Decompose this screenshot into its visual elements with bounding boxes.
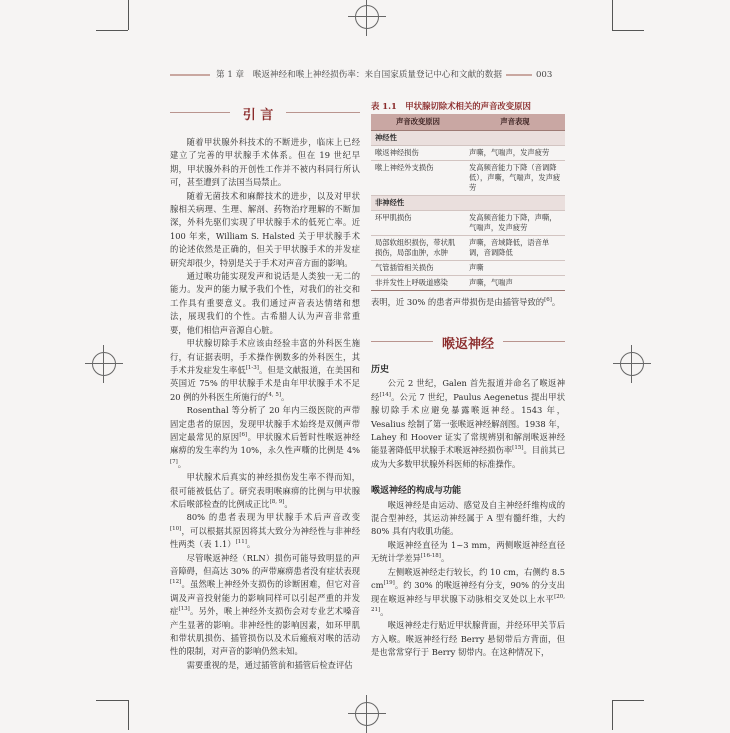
section-rule xyxy=(503,341,565,342)
intro-heading: 引 言 xyxy=(242,108,274,123)
paragraph: 通过喉功能实现发声和说话是人类独一无二的能力。发声的能力赋予我们个性，对我们的社交和工作具有重要意义。我们通过声音表达情绪和想法，展现我们的个性。古希腊人认为声音非常重要，他们相信声音源自心脏。 xyxy=(170,271,360,335)
citation: [6] xyxy=(544,297,552,304)
section-rule xyxy=(371,341,433,342)
crop-mark xyxy=(128,700,129,730)
citation: [6] xyxy=(239,432,248,439)
registration-mark-icon xyxy=(620,352,644,376)
paragraph: 随着甲状腺外科技术的不断进步，临床上已经建立了完善的甲状腺手术体系。但在 19 世纪早期，甲状腺外科的开创性工作并不被内科同行所认可，甚至遭到了法国当局禁止。 xyxy=(170,137,360,188)
citation: [20, 21] xyxy=(371,593,565,614)
paragraph: 左侧喉返神经走行较长，约 10 cm，右侧约 8.5 cm[19]。约 30% 的喉返神经有分支，90% 的分支出现在喉返神经与甲状腺下动脉相交叉处以上水平[20, 21]。 xyxy=(371,566,565,617)
crop-mark xyxy=(612,700,613,730)
paragraph: 喉返神经走行贴近甲状腺背面，并经环甲关节后方入喉。喉返神经行经 Berry 悬韧带后方背面，但是也常常穿行于 Berry 韧带内。在这种情况下， xyxy=(371,620,565,658)
citation: [10] xyxy=(170,526,182,533)
citation: [4, 5] xyxy=(266,391,281,398)
crop-mark xyxy=(612,700,644,701)
table-row: 气管插管相关损伤 声嘶 xyxy=(371,261,565,276)
citation: [1-3] xyxy=(245,365,259,372)
paragraph: 甲状腺切除手术应该由经验丰富的外科医生施行，有证据表明，手术操作例数多的外科医生，其手术并发症发生率低[1-3]。但是文献报道，在美国和英国近 75% 的甲状腺手术是由年甲状腺手术不足 20 例的外科医生所施行的[4, 5]。 xyxy=(170,338,360,402)
citation: [7] xyxy=(170,458,178,465)
section-rule xyxy=(286,112,360,113)
history-heading: 历史 xyxy=(371,365,390,375)
citation: [15] xyxy=(512,445,524,452)
left-column-text xyxy=(170,136,360,672)
header-rule xyxy=(170,74,210,76)
registration-mark-icon xyxy=(355,5,379,29)
crop-mark xyxy=(96,700,128,701)
citation: [19] xyxy=(383,580,395,587)
registration-mark-icon xyxy=(355,702,379,726)
paragraph: 随着无菌技术和麻醉技术的进步，以及对甲状腺相关病理、生理、解剖、药物治疗理解的不断加深，外科先驱们实现了甲状腺手术的低死亡率。近 100 年来，William S. Halsted 关于甲状腺手术的论述依然是正确的，但关于甲状腺手术的并发症研究却很少，特别是关于手术对声音方面的影响。 xyxy=(170,190,360,268)
citation: [11] xyxy=(235,539,247,546)
table-row: 喉返神经损伤 声嘶，气喘声，发声疲劳 xyxy=(371,146,565,161)
voice-change-table xyxy=(371,114,565,291)
running-header xyxy=(170,68,570,82)
paragraph: 喉返神经是由运动、感觉及自主神经纤维构成的混合型神经，其运动神经属于 A 型有髓纤维，大约 80% 具有内收肌功能。 xyxy=(371,499,565,537)
paragraph: Rosenthal 等分析了 20 年内三级医院的声带固定患者的原因，发现甲状腺手术始终是双侧声带固定最常见的原因[6]。甲状腺术后暂时性喉返神经麻痹的发生率约为 10%，永久性声嘶的比例是 4%[7]。 xyxy=(170,405,360,469)
crop-mark xyxy=(612,0,613,30)
right-column-text xyxy=(371,360,565,660)
citation: [8, 9] xyxy=(269,499,285,506)
citation: [13] xyxy=(178,606,190,613)
paragraph: 80% 的患者表现为甲状腺手术后声音改变[10]，可以根据其原因将其大致分为神经性与非神经性两类（表 1.1）[11]。 xyxy=(170,512,360,550)
function-heading: 喉返神经的构成与功能 xyxy=(371,486,462,497)
section-rule xyxy=(170,112,230,113)
table-caption: 表 1.1 甲状腺切除术相关的声音改变原因 xyxy=(371,101,531,111)
chapter-number: 第 1 章 xyxy=(216,70,245,80)
rln-heading: 喉返神经 xyxy=(441,337,494,352)
table-row: 喉上神经外支损伤 发高频音能力下降（音调降低），声嘶，气喘声，发声疲劳 xyxy=(371,161,565,196)
header-rule xyxy=(506,74,532,76)
paragraph: 尽管喉返神经（RLN）损伤可能导致明显的声音障碍，但高达 30% 的声带麻痹患者没有症状表现[12]。虽然喉上神经外支损伤的诊断困难，但它对音调及声音投射能力的影响同样可以引起严重的并发症[13]。另外，喉上神经外支损伤会对专业艺术嗓音产生显著的影响。非神经性的影响因素，如环甲肌和带状肌损伤、插管损伤以及术后瘢痕对喉的活动性的限制，对声音的影响仍然未知。 xyxy=(170,552,360,657)
table-category-row: 非神经性 xyxy=(371,196,565,211)
paragraph: 公元 2 世纪，Galen 首先报道并命名了喉返神经[14]。公元 7 世纪，Paulus Aegenetus 提出甲状腺切除手术应避免暴露喉返神经。1543 年，Vesalius 绘制了第一张喉返神经解剖图。1938 年，Lahey 和 Hoover 证实了常规辨别和解剖喉返神经能显著降低甲状腺手术喉返神经损伤率[15]。目前其已成为大多数甲状腺外科医师的标准操作。 xyxy=(371,378,565,469)
chapter-title: 喉返神经和喉上神经损伤率：来自国家质量登记中心和文献的数据 xyxy=(252,70,502,80)
crop-mark xyxy=(128,0,129,30)
table-row: 环甲肌损伤 发高频音能力下降，声嘶，气喘声，发声疲劳 xyxy=(371,211,565,236)
citation: [12] xyxy=(170,579,182,586)
paragraph: 表明，近 30% 的患者声带损伤是由插管导致的[6]。 xyxy=(371,297,561,307)
paragraph: 甲状腺术后真实的神经损伤发生率不得而知，很可能被低估了。研究表明喉麻痹的比例与甲状腺术后喉部检查的比例成正比[8, 9]。 xyxy=(170,472,360,509)
table-category-row: 神经性 xyxy=(371,131,565,146)
column-header: 声音改变原因 xyxy=(371,114,465,131)
right-intro-text xyxy=(371,296,565,309)
table-row: 非并发性上呼吸道感染 声嘶，气喘声 xyxy=(371,276,565,291)
registration-mark-icon xyxy=(92,352,116,376)
paragraph: 需要重视的是，通过插管前和插管后检查评估 xyxy=(186,659,353,670)
citation: [16-18] xyxy=(420,553,441,560)
page-number: 003 xyxy=(535,70,553,80)
crop-mark xyxy=(96,30,128,31)
paragraph: 喉返神经直径为 1~3 mm，两侧喉返神经直径无统计学差异[16-18]。 xyxy=(371,539,565,564)
citation: [14] xyxy=(379,392,391,399)
table-header-row xyxy=(371,114,565,131)
table-row: 局部软组织损伤，带状肌损伤，局部血肿，水肿 声嘶，音域降低，语音单调，音调降低 xyxy=(371,236,565,261)
crop-mark xyxy=(612,30,644,31)
column-header: 声音表现 xyxy=(465,114,565,131)
